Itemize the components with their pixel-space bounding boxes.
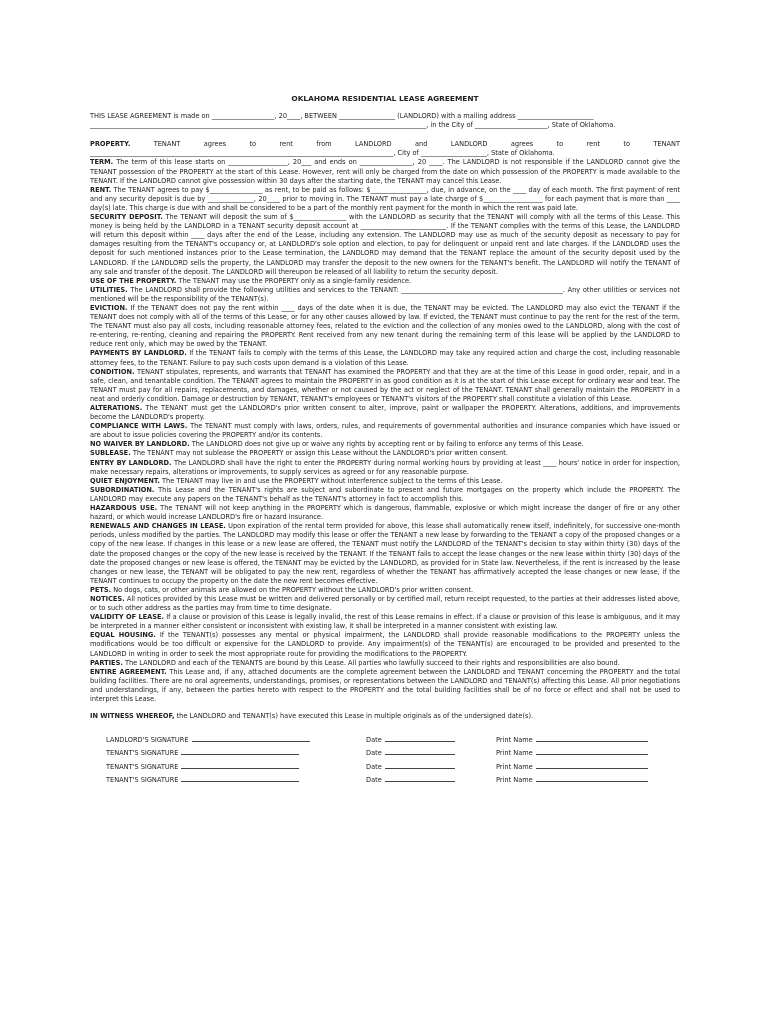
- print-name-label: Print Name: [496, 735, 533, 744]
- section-text: If the TENANT does not pay the rent within ____ days of the date when it is due, the TENANT may be evicted. The LANDLORD may also evict the TENANT if the TENANT does not comply with all of the terms of this Lease, or for any other causes allowed by law. If evicted, the TENANT must continue to pay the rent for the rest of the term. The TENANT must also pay all costs, including reasonable attorney fees, related to the eviction and the collection of any monies owed to the LANDLORD, along with the cost of re-entering, re-renting, cleaning and repairing the PROPERTY. Rent received from any new tenant during the remaining term of this lease will be applied by the LANDLORD to reduce rent only, which may be owed by the TENANT.: [90, 303, 680, 349]
- section-heading: NO WAIVER BY LANDLORD.: [90, 440, 190, 449]
- lease-section: [90, 504, 680, 522]
- date-label: Date: [366, 749, 382, 758]
- section-heading: EVICTION.: [90, 303, 128, 312]
- signature-role-label: TENANT'S SIGNATURE: [106, 776, 179, 785]
- signature-row: [106, 731, 676, 745]
- section-text: The TENANT must get the LANDLORD's prior written consent to alter, improve, paint or wallpaper the PROPERTY. Alterations, additions, and improvements become the LANDLORD's property.: [90, 404, 680, 422]
- section-heading: ENTIRE AGREEMENT.: [90, 667, 167, 676]
- print-name-line[interactable]: [536, 774, 648, 782]
- lease-section: [90, 404, 680, 422]
- date-line[interactable]: [385, 747, 455, 755]
- date-line[interactable]: [385, 774, 455, 782]
- date-label: Date: [366, 735, 382, 744]
- section-heading: COMPLIANCE WITH LAWS.: [90, 422, 188, 431]
- lease-section: [90, 422, 680, 440]
- section-heading: PROPERTY.: [90, 140, 131, 149]
- section-text: This Lease and the TENANT's rights are subject and subordinate to present and future mortgages on the property which include the PROPERTY. The LANDLORD may execute any papers on the TENANT's behalf as the TENANT's attorney in fact to accomplish this.: [90, 485, 680, 503]
- lease-section: [90, 659, 680, 668]
- section-heading: PARTIES.: [90, 658, 123, 667]
- print-name-label: Print Name: [496, 762, 533, 771]
- date-label: Date: [366, 776, 382, 785]
- section-heading: SUBLEASE.: [90, 449, 131, 458]
- section-text: All notices provided by this Lease must be written and delivered personally or by certified mail, return receipt requested, to the parties at their addresses listed above, or to such other address as the parties may from time to time designate.: [90, 594, 680, 613]
- section-text: The LANDLORD shall have the right to enter the PROPERTY during normal working hours by providing at least ____ hours' notice in order for inspection, make necessary repairs, alterations or improvements, to supply services as agreed or for any reasonable purpose.: [90, 458, 680, 476]
- lease-section: [90, 140, 680, 158]
- lease-section: [90, 186, 680, 213]
- section-text: If the TENANT(s) possesses any mental or physical impairment, the LANDLORD shall provide reasonable modifications to the PROPERTY unless the modifications would be too difficult or expensive for the LANDLORD to provide. Any impairment(s) of the TENANT(s) are encouraged to be provided and presented to the LANDLORD in writing in order to seek the most appropriate route for providing the modifications to the PROPERTY.: [90, 631, 680, 658]
- section-heading: VALIDITY OF LEASE.: [90, 613, 165, 622]
- date-line[interactable]: [385, 734, 455, 742]
- lease-section: [90, 477, 680, 486]
- lease-section: [90, 286, 680, 304]
- intro-paragraph: THIS LEASE AGREEMENT is made on ___________________, 20____, BETWEEN _________________ (LANDLORD) with a mailing address _______________________ ______________________________________________________________________________________________________, in the City of ______________________, State of Oklahoma.: [90, 112, 616, 130]
- section-text: TENANT agrees to rent from LANDLORD and LANDLORD agrees to rent to TENANT ____________________________________________________________________________________________, City of ____________________, State of Oklahoma.: [90, 140, 680, 158]
- signature-row: [106, 745, 676, 759]
- section-text: The TENANT may not sublease the PROPERTY or assign this Lease without the LANDLORD's prior written consent.: [132, 449, 508, 458]
- section-heading: PAYMENTS BY LANDLORD.: [90, 349, 187, 358]
- section-heading: SUBORDINATION.: [90, 485, 155, 494]
- lease-section: [90, 486, 680, 504]
- lease-section: [90, 631, 680, 658]
- lease-document: [90, 94, 680, 785]
- lease-section: [90, 613, 680, 631]
- print-name-label: Print Name: [496, 776, 533, 785]
- lease-section: [90, 595, 680, 613]
- section-heading: NOTICES.: [90, 594, 125, 603]
- signature-block: [106, 731, 676, 785]
- section-text: This Lease and, if any, attached documents are the complete agreement between the LANDLORD and TENANT concerning the PROPERTY and the total building facilities. There are no oral agreements, understandings, promises, or representations between the LANDLORD and TENANT(s) affecting this Lease. All prior negotiations and understandings, if any, between the parties hereto with respect to the PROPERTY and the total building facilities shall be of no force or effect and shall not be used to interpret this Lease.: [90, 667, 680, 703]
- section-text: The TENANT will not keep anything in the PROPERTY which is dangerous, flammable, explosive or which might increase the danger of fire or any other hazard, or which would increase LANDLORD's fire or hazard insurance.: [90, 504, 680, 522]
- lease-section: [90, 459, 680, 477]
- lease-section: [90, 158, 680, 185]
- section-text: The LANDLORD and each of the TENANTS are bound by this Lease. All parties who lawfully succeed to their rights and responsibilities are also bound.: [124, 658, 620, 667]
- section-heading: PETS.: [90, 585, 112, 594]
- section-heading: UTILITIES.: [90, 285, 128, 294]
- signature-row: [106, 772, 676, 786]
- signature-line[interactable]: [181, 774, 299, 782]
- lease-section: [90, 213, 680, 277]
- section-heading: ALTERATIONS.: [90, 404, 143, 412]
- section-heading: SECURITY DEPOSIT.: [90, 213, 163, 222]
- date-line[interactable]: [385, 761, 455, 769]
- section-heading: QUIET ENJOYMENT.: [90, 476, 160, 485]
- section-text: TENANT stipulates, represents, and warrants that TENANT has examined the PROPERTY and that they are at the time of this Lease in good order, repair, and in a safe, clean, and tenantable condition. The TENANT agrees to maintain the PROPERTY in as good condition as it is at the start of this Lease except for ordinary wear and tear. The TENANT must pay for all repairs, replacements, and damages, whether or not caused by the act or neglect of the TENANT. TENANT shall generally maintain the PROPERTY in a neat and orderly condition. Damage or destruction by TENANT, TENANT's employees or TENANT's visitors of the PROPERTY shall constitute a violation of this Lease.: [90, 367, 680, 403]
- section-text: The TENANT must comply with laws, orders, rules, and requirements of governmental authorities and insurance companies which have issued or are about to issue policies covering the PROPERTY and/or its contents.: [90, 422, 680, 440]
- section-text: The term of this lease starts on __________________, 20___ and ends on ________________, 20 ____. The LANDLORD is not responsible if the LANDLORD cannot give the TENANT possession of the PROPERTY at the start of this Lease. However, rent will only be charged from the date on which possession of the PROPERTY is made available to the TENANT. If the LANDLORD cannot give possession within 30 days after the starting date, the TENANT may cancel this Lease.: [90, 158, 680, 185]
- witness-statement: [90, 712, 680, 721]
- lease-sections: [90, 140, 680, 704]
- print-name-label: Print Name: [496, 749, 533, 758]
- print-name-line[interactable]: [536, 734, 648, 742]
- section-text: The LANDLORD shall provide the following utilities and services to the TENANT: _________________________________________________. Any other utilities or services not mentioned will be the responsibility of the TENANT(s).: [90, 285, 680, 303]
- section-heading: CONDITION.: [90, 367, 135, 376]
- document-title: OKLAHOMA RESIDENTIAL LEASE AGREEMENT: [291, 94, 479, 103]
- signature-role-label: TENANT'S SIGNATURE: [106, 762, 179, 771]
- signature-line[interactable]: [192, 734, 310, 742]
- signature-role-label: TENANT'S SIGNATURE: [106, 749, 179, 758]
- lease-section: [90, 368, 680, 404]
- lease-section: [90, 668, 680, 704]
- section-text: If a clause or provision of this Lease is legally invalid, the rest of this Lease remains in effect. If a clause or provision of this lease is ambiguous, and it may be interpreted in a manner either consistent or inconsistent with existing law, it shall be interpreted in a manner consistent with existing law.: [90, 613, 680, 631]
- section-heading: ENTRY BY LANDLORD.: [90, 458, 172, 467]
- lease-section: [90, 440, 680, 449]
- section-heading: USE OF THE PROPERTY.: [90, 276, 177, 285]
- lease-section: [90, 349, 680, 367]
- section-text: No dogs, cats, or other animals are allowed on the PROPERTY without the LANDLORD's prior written consent.: [113, 585, 474, 594]
- signature-role-label: LANDLORD'S SIGNATURE: [106, 735, 189, 744]
- print-name-line[interactable]: [536, 761, 648, 769]
- lease-section: [90, 586, 680, 595]
- date-label: Date: [366, 762, 382, 771]
- section-text: The TENANT will deposit the sum of $________________ with the LANDLORD as security that the TENANT will comply with all the terms of this Lease. This money is being held by the LANDLORD in a TENANT security deposit account at __________________________. If the TENANT complies with the terms of this Lease, the LANDLORD will return this deposit within ____ days after the end of the Lease, including any extension. The LANDLORD may use as much of the security deposit as necessary to pay for damages resulting from the TENANT's occupancy or, at LANDLORD's sole option and election, to pay for delinquent or unpaid rent and late charges. If the LANDLORD uses the deposit for such mentioned instances prior to the Lease termination, the LANDLORD may demand that the TENANT replace the amount of the security deposit used by the LANDLORD. If the LANDLORD sells the property, the LANDLORD may transfer the deposit to the new owners for the TENANT's benefit. The LANDLORD will notify the TENANT of any sale and transfer of the deposit. The LANDLORD will thereupon be released of all liability to return the security deposit.: [90, 213, 680, 276]
- section-heading: TERM.: [90, 158, 114, 167]
- witness-text: the LANDLORD and TENANT(s) have executed this Lease in multiple originals as of the undersigned date(s).: [176, 712, 534, 721]
- signature-row: [106, 758, 676, 772]
- section-text: The TENANT agrees to pay $________________ as rent, to be paid as follows: $_________________, due, in advance, on the ____ day of each month. The first payment of rent and any security deposit is due by ______________, 20____ prior to moving in. The TENANT must pay a late charge of $__________________ for each payment that is more than ____ day(s) late. This charge is due with and shall be considered to be a part of the monthly rent payment for the month in which the rent was paid late.: [90, 185, 680, 212]
- print-name-line[interactable]: [536, 747, 648, 755]
- section-text: The TENANT may live in and use the PROPERTY without interference subject to the terms of this Lease.: [162, 476, 503, 485]
- lease-section: [90, 277, 680, 286]
- section-heading: RENEWALS AND CHANGES IN LEASE.: [90, 522, 226, 531]
- section-text: The TENANT may use the PROPERTY only as a single-family residence.: [178, 276, 412, 285]
- section-heading: HAZARDOUS USE.: [90, 504, 158, 513]
- section-heading: EQUAL HOUSING.: [90, 631, 156, 640]
- section-text: Upon expiration of the rental term provided for above, this lease shall automatically renew itself, indefinitely, for successive one-month periods, unless modified by the parties. The LANDLORD may modify this lease or offer the TENANT a new lease by forwarding to the TENANT a copy of the proposed changes or a copy of the new lease. If changes in this lease or a new lease are offered, the TENANT must notify the LANDLORD of the TENANT's decision to stay within thirty (30) days of the date the proposed changes or the copy of the new lease is received by the TENANT. If the TENANT fails to accept the lease changes or the new lease within thirty (30) days of the date the proposed changes or new lease is offered, the TENANT may be evicted by the LANDLORD, as provided for in State law. Nevertheless, if the rent is increased by the lease changes or new lease, the TENANT will be obligated to pay the new rent, regardless of whether the TENANT has affirmatively accepted the lease changes or new lease, if the TENANT continues to occupy the property on the date the new rent becomes effective.: [90, 522, 680, 585]
- lease-section: [90, 449, 680, 458]
- section-text: If the TENANT fails to comply with the terms of this Lease, the LANDLORD may take any required action and charge the cost, including reasonable attorney fees, to the TENANT. Failure to pay such costs upon demand is a violation of this Lease.: [90, 349, 680, 367]
- witness-heading: IN WITNESS WHEREOF,: [90, 712, 175, 721]
- lease-section: [90, 522, 680, 586]
- lease-section: [90, 304, 680, 349]
- section-heading: RENT.: [90, 185, 112, 194]
- signature-line[interactable]: [181, 747, 299, 755]
- signature-line[interactable]: [181, 761, 299, 769]
- section-text: The LANDLORD does not give up or waive any rights by accepting rent or by failing to enforce any terms of this Lease.: [191, 440, 584, 449]
